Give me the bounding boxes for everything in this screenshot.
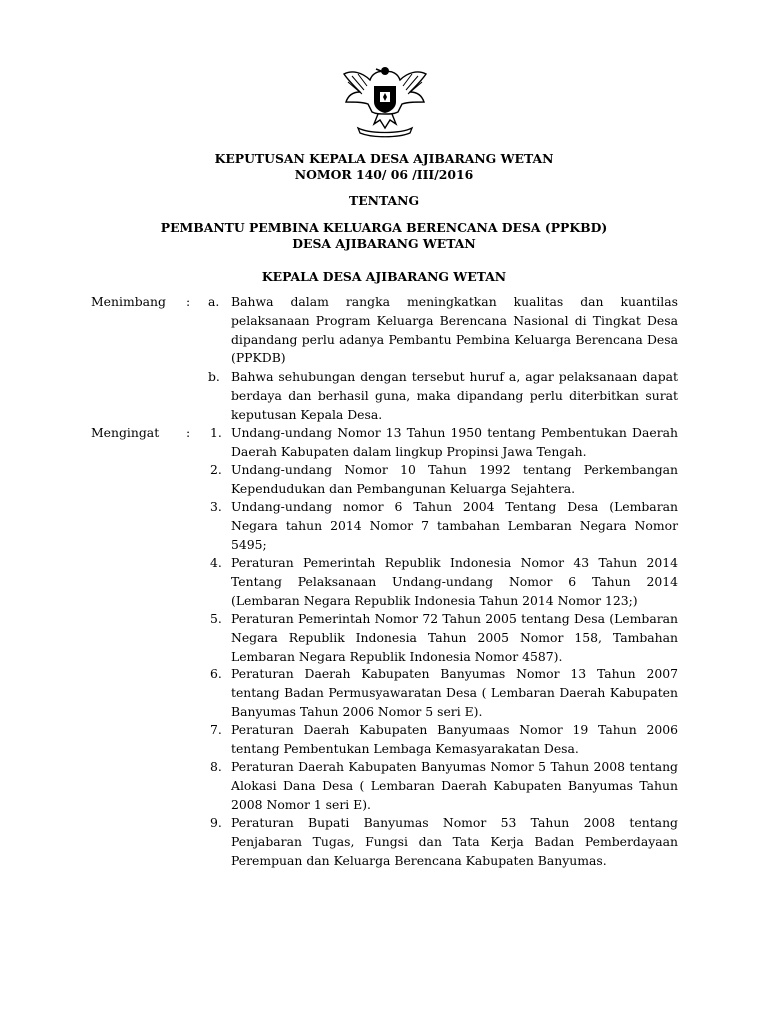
- list-item-text: Undang-undang Nomor 13 Tahun 1950 tentang Pembentukan Daerah Daerah Kabupaten dalam lingkup Propinsi Jawa Tengah.: [231, 425, 678, 459]
- list-item-text: Peraturan Pemerintah Nomor 72 Tahun 2005 tentang Desa (Lembaran Negara Republik Indonesia Tahun 2005 Nomor 158, Tambahan Lembaran Negara Republik Indonesia Nomor 4587).: [231, 611, 678, 664]
- list-item-text: Undang-undang nomor 6 Tahun 2004 Tentang Desa (Lembaran Negara tahun 2014 Nomor 7 tambahan Lembaran Negara Nomor 5495;: [231, 499, 678, 552]
- list-item-text: Peraturan Pemerintah Republik Indonesia Nomor 43 Tahun 2014 Tentang Pelaksanaan Undang-undang Nomor 6 Tahun 2014 (Lembaran Negara Republik Indonesia Tahun 2014 Nomor 123;): [231, 555, 678, 608]
- list-item-text: Peraturan Daerah Kabupaten Banyumas Nomor 5 Tahun 2008 tentang Alokasi Dana Desa ( Lembaran Daerah Kabupaten Banyumas Tahun 2008 Nomor 1 seri E).: [231, 759, 678, 812]
- subject-line-2: DESA AJIBARANG WETAN: [292, 236, 476, 251]
- list-marker: 6.: [210, 666, 222, 681]
- decree-number: NOMOR 140/ 06 /III/2016: [294, 167, 474, 182]
- section-colon: :: [186, 294, 191, 309]
- list-item-text: Undang-undang Nomor 10 Tahun 1992 tentang Perkembangan Kependudukan dan Pembangunan Keluarga Sejahtera.: [231, 462, 678, 496]
- section-label: Mengingat: [91, 425, 160, 440]
- list-item-text: Peraturan Daerah Kabupaten Banyumas Nomor 13 Tahun 2007 tentang Badan Permusyawaratan Desa ( Lembaran Daerah Kabupaten Banyumas Tahun 2006 Nomor 5 seri E).: [231, 666, 678, 719]
- issuer-line: KEPALA DESA AJIBARANG WETAN: [261, 269, 507, 284]
- list-marker: a.: [208, 294, 220, 309]
- section-label: Menimbang: [91, 294, 166, 309]
- list-marker: 1.: [210, 425, 222, 440]
- list-marker: 2.: [210, 462, 222, 477]
- list-marker: b.: [208, 369, 220, 384]
- list-marker: 5.: [210, 611, 222, 626]
- list-marker: 4.: [210, 555, 222, 570]
- list-marker: 9.: [210, 815, 222, 830]
- about-label: TENTANG: [348, 193, 420, 208]
- list-item-text: Peraturan Daerah Kabupaten Banyumaas Nomor 19 Tahun 2006 tentang Pembentukan Lembaga Kemasyarakatan Desa.: [231, 722, 678, 756]
- list-marker: 7.: [210, 722, 222, 737]
- section-colon: :: [186, 425, 191, 440]
- list-marker: 3.: [210, 499, 222, 514]
- garuda-pancasila-emblem: [340, 62, 430, 138]
- list-item-text: Bahwa sehubungan dengan tersebut huruf a, agar pelaksanaan dapat berdaya dan berhasil guna, maka dipandang perlu diterbitkan surat keputusan Kepala Desa.: [231, 369, 678, 422]
- list-item-text: Peraturan Bupati Banyumas Nomor 53 Tahun 2008 tentang Penjabaran Tugas, Fungsi dan Tata Kerja Badan Pemberdayaan Perempuan dan Keluarga Berencana Kabupaten Banyumas.: [231, 815, 678, 868]
- list-item-text: Bahwa dalam rangka meningkatkan kualitas dan kuantilas pelaksanaan Program Keluarga Berencana Nasional di Tingkat Desa dipandang perlu adanya Pembantu Pembina Keluarga Berencana Desa (PPKDB): [231, 294, 678, 366]
- list-marker: 8.: [210, 759, 222, 774]
- subject-line-1: PEMBANTU PEMBINA KELUARGA BERENCANA DESA (PPKBD): [160, 220, 608, 235]
- decree-title: KEPUTUSAN KEPALA DESA AJIBARANG WETAN: [214, 151, 554, 166]
